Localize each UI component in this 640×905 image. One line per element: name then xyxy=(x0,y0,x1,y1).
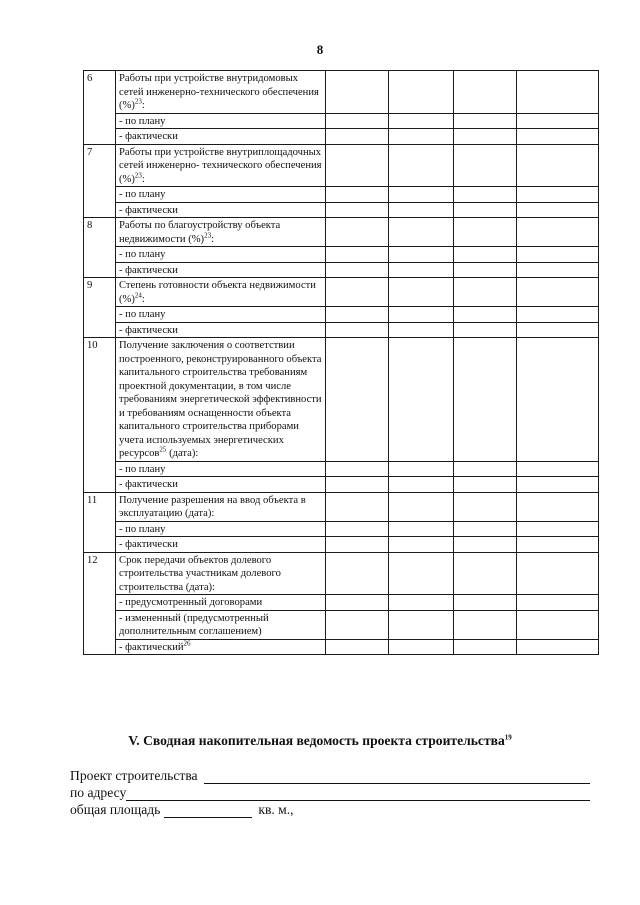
row-title xyxy=(116,218,326,247)
construction-schedule-table xyxy=(83,70,599,655)
subrow-label-text: - по плану xyxy=(119,189,166,200)
row-title-tail: : xyxy=(141,173,145,185)
empty-cell[interactable] xyxy=(326,639,389,655)
empty-cell[interactable] xyxy=(326,610,389,639)
empty-cell[interactable] xyxy=(326,129,389,145)
table-row xyxy=(84,144,599,187)
empty-cell[interactable] xyxy=(454,113,517,129)
subrow-label-text: - фактически xyxy=(119,264,178,276)
row-title-text: Работы при устройстве внутридомовых сетей инженерно-технического обеспечения (%) xyxy=(119,73,319,111)
empty-cell[interactable] xyxy=(517,521,599,537)
empty-cell[interactable] xyxy=(517,537,599,553)
empty-cell[interactable] xyxy=(517,144,599,187)
table-subrow xyxy=(84,262,599,278)
row-title-text: Срок передачи объектов долевого строительства участникам долевого строительства (дата): xyxy=(119,554,281,593)
empty-cell[interactable] xyxy=(454,129,517,145)
row-number: 9 xyxy=(84,278,116,338)
table-subrow xyxy=(84,610,599,639)
empty-cell[interactable] xyxy=(389,492,454,521)
row-title xyxy=(116,144,326,187)
subrow-label xyxy=(116,247,326,263)
subrow-label-text: - по плану xyxy=(119,249,166,260)
footnote-ref: 23 xyxy=(134,97,142,106)
row-title-tail: : xyxy=(211,233,215,245)
footnote-ref: 24 xyxy=(134,290,142,299)
table-subrow xyxy=(84,477,599,493)
subrow-label xyxy=(116,537,326,553)
area-line xyxy=(70,801,590,818)
empty-cell[interactable] xyxy=(517,461,599,477)
empty-cell[interactable] xyxy=(389,552,454,595)
project-form xyxy=(70,767,590,818)
empty-cell[interactable] xyxy=(389,262,454,278)
subrow-label xyxy=(116,477,326,493)
table-subrow xyxy=(84,307,599,323)
address-line xyxy=(70,784,590,801)
empty-cell[interactable] xyxy=(326,113,389,129)
section-footnote-ref: 19 xyxy=(504,733,512,742)
empty-cell[interactable] xyxy=(326,144,389,187)
empty-cell[interactable] xyxy=(326,477,389,493)
empty-cell[interactable] xyxy=(389,307,454,323)
empty-cell[interactable] xyxy=(389,187,454,203)
area-label: общая площадь xyxy=(70,802,161,817)
row-number: 8 xyxy=(84,218,116,278)
footnote-ref: 23 xyxy=(204,230,212,239)
row-title xyxy=(116,492,326,521)
table-row xyxy=(84,552,599,595)
table-subrow xyxy=(84,639,599,655)
subrow-label-text: - по плану xyxy=(119,115,166,127)
empty-cell[interactable] xyxy=(326,307,389,323)
empty-cell[interactable] xyxy=(517,113,599,129)
empty-cell[interactable] xyxy=(517,639,599,655)
empty-cell[interactable] xyxy=(389,322,454,338)
empty-cell[interactable] xyxy=(454,492,517,521)
table-row xyxy=(84,338,599,462)
empty-cell[interactable] xyxy=(454,307,517,323)
empty-cell[interactable] xyxy=(389,278,454,307)
table-subrow xyxy=(84,461,599,477)
empty-cell[interactable] xyxy=(389,537,454,553)
empty-cell[interactable] xyxy=(454,262,517,278)
empty-cell[interactable] xyxy=(326,247,389,263)
empty-cell[interactable] xyxy=(326,262,389,278)
empty-cell[interactable] xyxy=(454,187,517,203)
table-subrow xyxy=(84,537,599,553)
empty-cell[interactable] xyxy=(454,521,517,537)
table-subrow xyxy=(84,113,599,129)
empty-cell[interactable] xyxy=(326,338,389,462)
empty-cell[interactable] xyxy=(517,218,599,247)
empty-cell[interactable] xyxy=(326,492,389,521)
row-number: 7 xyxy=(84,144,116,218)
empty-cell[interactable] xyxy=(517,552,599,595)
empty-cell[interactable] xyxy=(517,278,599,307)
table-row xyxy=(84,492,599,521)
empty-cell[interactable] xyxy=(326,202,389,218)
empty-cell[interactable] xyxy=(326,278,389,307)
footnote-ref: 23 xyxy=(134,170,142,179)
empty-cell[interactable] xyxy=(326,595,389,611)
subrow-label xyxy=(116,639,326,655)
empty-cell[interactable] xyxy=(389,610,454,639)
empty-cell[interactable] xyxy=(389,595,454,611)
table-subrow xyxy=(84,247,599,263)
row-number: 6 xyxy=(84,71,116,145)
empty-cell[interactable] xyxy=(389,218,454,247)
table-row xyxy=(84,218,599,247)
subrow-label-text: - фактически xyxy=(119,204,178,216)
empty-cell[interactable] xyxy=(517,71,599,114)
table-subrow xyxy=(84,322,599,338)
empty-cell[interactable] xyxy=(454,610,517,639)
footnote-ref: 25 xyxy=(159,445,167,454)
empty-cell[interactable] xyxy=(454,144,517,187)
row-title-text: Работы по благоустройству объекта недвижимости (%) xyxy=(119,220,281,245)
subrow-label-text: - предусмотренный договорами xyxy=(119,597,263,608)
empty-cell[interactable] xyxy=(454,322,517,338)
empty-cell[interactable] xyxy=(454,552,517,595)
table-row xyxy=(84,71,599,114)
empty-cell[interactable] xyxy=(517,129,599,145)
section-title xyxy=(0,733,640,749)
row-number: 11 xyxy=(84,492,116,552)
table-subrow xyxy=(84,187,599,203)
row-title-text: Работы при устройстве внутриплощадочных сетей инженерно- технического обеспечения (%) xyxy=(119,146,322,185)
empty-cell[interactable] xyxy=(389,247,454,263)
empty-cell[interactable] xyxy=(326,71,389,114)
empty-cell[interactable] xyxy=(517,262,599,278)
empty-cell[interactable] xyxy=(517,610,599,639)
empty-cell[interactable] xyxy=(389,477,454,493)
empty-cell[interactable] xyxy=(454,218,517,247)
empty-cell[interactable] xyxy=(389,521,454,537)
empty-cell[interactable] xyxy=(454,461,517,477)
empty-cell[interactable] xyxy=(454,71,517,114)
empty-cell[interactable] xyxy=(326,552,389,595)
project-name-field[interactable] xyxy=(204,769,590,784)
subrow-label-text: - измененный (предусмотренный дополнительным соглашением) xyxy=(119,612,269,637)
empty-cell[interactable] xyxy=(326,218,389,247)
row-title-text: Получение заключения о соответствии построенного, реконструированного объекта капитального строительства требованиям проектной документации, в том числе требованиям энергетической эффективности и требованиям оснащенности объекта капитального строительства приборами учета используемых энергетических ресурсов xyxy=(119,340,322,459)
empty-cell[interactable] xyxy=(517,202,599,218)
empty-cell[interactable] xyxy=(389,338,454,462)
subrow-label-text: - фактически xyxy=(119,324,178,336)
row-number: 12 xyxy=(84,552,116,655)
row-title xyxy=(116,71,326,114)
table-subrow xyxy=(84,521,599,537)
empty-cell[interactable] xyxy=(517,595,599,611)
table-subrow xyxy=(84,202,599,218)
empty-cell[interactable] xyxy=(389,144,454,187)
area-field[interactable] xyxy=(164,803,252,818)
subrow-label-text: - фактически xyxy=(119,539,178,550)
subrow-label-text: - по плану xyxy=(119,463,166,475)
row-number: 10 xyxy=(84,338,116,493)
subrow-label-text: - по плану xyxy=(119,309,166,320)
subrow-label xyxy=(116,113,326,129)
subrow-label xyxy=(116,307,326,323)
row-title-tail: : xyxy=(141,293,145,305)
empty-cell[interactable] xyxy=(454,537,517,553)
empty-cell[interactable] xyxy=(389,71,454,114)
empty-cell[interactable] xyxy=(517,492,599,521)
empty-cell[interactable] xyxy=(454,278,517,307)
table-subrow xyxy=(84,595,599,611)
empty-cell[interactable] xyxy=(389,202,454,218)
empty-cell[interactable] xyxy=(389,113,454,129)
empty-cell[interactable] xyxy=(454,338,517,462)
empty-cell[interactable] xyxy=(517,307,599,323)
subrow-label xyxy=(116,595,326,611)
project-label: Проект строительства xyxy=(70,768,198,783)
row-title xyxy=(116,278,326,307)
footnote-ref: 26 xyxy=(183,639,191,647)
subrow-label xyxy=(116,322,326,338)
row-title xyxy=(116,338,326,462)
subrow-label xyxy=(116,187,326,203)
subrow-label xyxy=(116,521,326,537)
empty-cell[interactable] xyxy=(326,187,389,203)
empty-cell[interactable] xyxy=(326,537,389,553)
subrow-label xyxy=(116,129,326,145)
subrow-label-text: - фактически xyxy=(119,131,178,142)
section-title-text: V. Сводная накопительная ведомость проекта строительства xyxy=(128,733,505,748)
empty-cell[interactable] xyxy=(389,639,454,655)
row-title-text: Получение разрешения на ввод объекта в эксплуатацию (дата): xyxy=(119,494,306,519)
empty-cell[interactable] xyxy=(454,247,517,263)
row-title-tail: (дата): xyxy=(166,448,199,459)
area-unit: кв. м., xyxy=(258,802,294,817)
project-line xyxy=(70,767,590,784)
empty-cell[interactable] xyxy=(326,322,389,338)
page-number: 8 xyxy=(316,42,324,57)
row-title-text: Степень готовности объекта недвижимости (%) xyxy=(119,280,316,305)
empty-cell[interactable] xyxy=(326,521,389,537)
empty-cell[interactable] xyxy=(454,595,517,611)
empty-cell[interactable] xyxy=(517,477,599,493)
empty-cell[interactable] xyxy=(517,322,599,338)
row-title xyxy=(116,552,326,595)
empty-cell[interactable] xyxy=(454,202,517,218)
empty-cell[interactable] xyxy=(454,477,517,493)
address-label: по адресу xyxy=(70,785,127,800)
empty-cell[interactable] xyxy=(517,338,599,462)
empty-cell[interactable] xyxy=(454,639,517,655)
table-row xyxy=(84,278,599,307)
subrow-label-text: - фактический xyxy=(119,641,184,653)
subrow-label-text: - по плану xyxy=(119,523,166,535)
row-title-tail: : xyxy=(141,100,145,111)
subrow-label xyxy=(116,262,326,278)
address-field[interactable] xyxy=(126,786,590,801)
table-subrow xyxy=(84,129,599,145)
subrow-label xyxy=(116,461,326,477)
subrow-label-text: - фактически xyxy=(119,479,178,490)
subrow-label xyxy=(116,202,326,218)
empty-cell[interactable] xyxy=(517,187,599,203)
empty-cell[interactable] xyxy=(389,129,454,145)
empty-cell[interactable] xyxy=(517,247,599,263)
empty-cell[interactable] xyxy=(389,461,454,477)
empty-cell[interactable] xyxy=(326,461,389,477)
subrow-label xyxy=(116,610,326,639)
